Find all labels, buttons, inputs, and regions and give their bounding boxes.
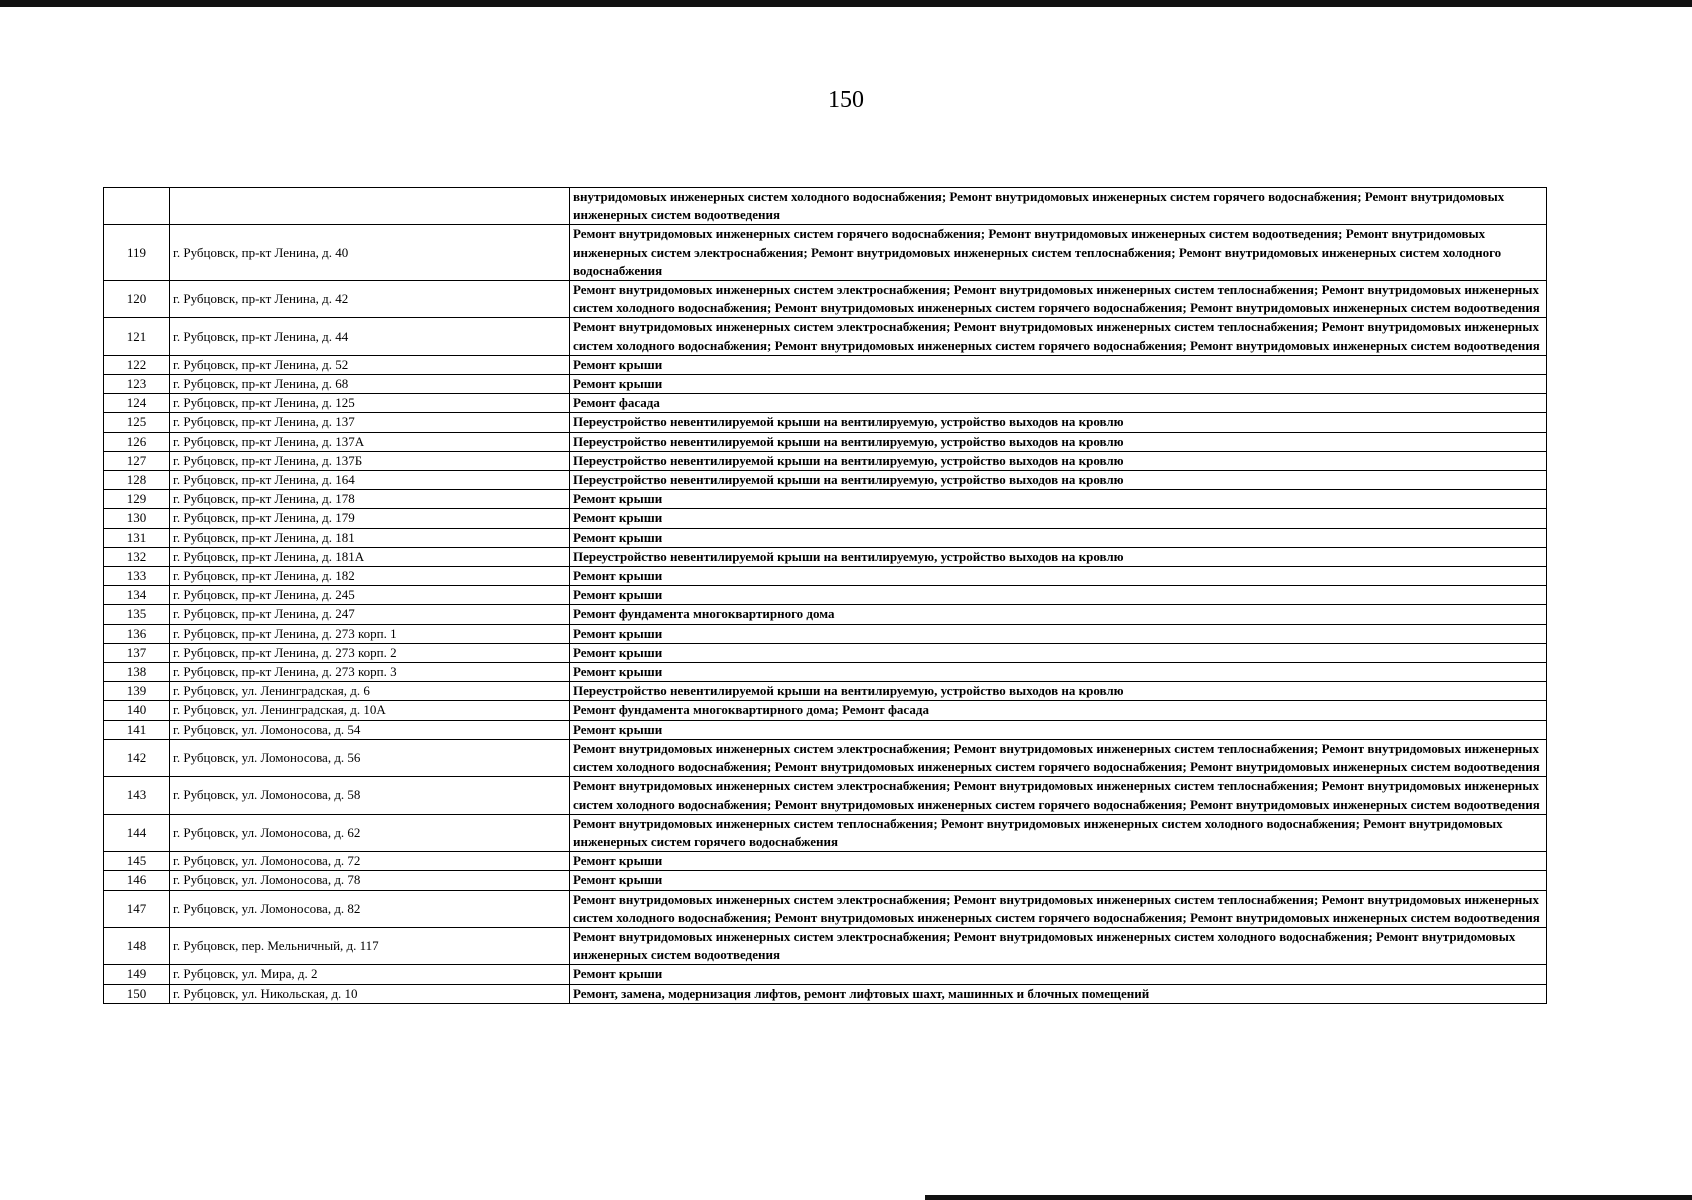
row-works: Переустройство невентилируемой крыши на вентилируемую, устройство выходов на кровлю <box>570 413 1547 432</box>
row-address: г. Рубцовск, пр-кт Ленина, д. 273 корп. 2 <box>170 643 570 662</box>
row-number: 145 <box>104 852 170 871</box>
row-address: г. Рубцовск, пр-кт Ленина, д. 137А <box>170 432 570 451</box>
row-number: 146 <box>104 871 170 890</box>
row-address: г. Рубцовск, пр-кт Ленина, д. 245 <box>170 586 570 605</box>
row-address: г. Рубцовск, пр-кт Ленина, д. 68 <box>170 375 570 394</box>
row-number: 119 <box>104 225 170 281</box>
row-works: Ремонт крыши <box>570 871 1547 890</box>
table-row <box>104 355 1547 374</box>
row-number: 121 <box>104 318 170 355</box>
row-number: 125 <box>104 413 170 432</box>
row-works: Ремонт крыши <box>570 528 1547 547</box>
top-scan-border <box>0 0 1692 7</box>
row-address: г. Рубцовск, ул. Ломоносова, д. 82 <box>170 890 570 927</box>
row-works: Ремонт крыши <box>570 586 1547 605</box>
row-address: г. Рубцовск, пр-кт Ленина, д. 164 <box>170 471 570 490</box>
table-row <box>104 624 1547 643</box>
row-number: 129 <box>104 490 170 509</box>
row-address: г. Рубцовск, пр-кт Ленина, д. 247 <box>170 605 570 624</box>
row-address: г. Рубцовск, ул. Ленинградская, д. 10А <box>170 701 570 720</box>
table-row <box>104 643 1547 662</box>
row-address: г. Рубцовск, ул. Ленинградская, д. 6 <box>170 682 570 701</box>
row-address: г. Рубцовск, ул. Мира, д. 2 <box>170 965 570 984</box>
row-works: Ремонт крыши <box>570 355 1547 374</box>
table-row <box>104 471 1547 490</box>
row-address: г. Рубцовск, пр-кт Ленина, д. 273 корп. 3 <box>170 663 570 682</box>
row-number: 132 <box>104 547 170 566</box>
table-row <box>104 739 1547 776</box>
row-works: Ремонт, замена, модернизация лифтов, ремонт лифтовых шахт, машинных и блочных помещений <box>570 984 1547 1003</box>
row-number: 127 <box>104 451 170 470</box>
row-number: 142 <box>104 739 170 776</box>
table-row <box>104 890 1547 927</box>
row-address: г. Рубцовск, пр-кт Ленина, д. 125 <box>170 394 570 413</box>
row-works: Ремонт крыши <box>570 643 1547 662</box>
row-address: г. Рубцовск, пр-кт Ленина, д. 137Б <box>170 451 570 470</box>
row-works: Ремонт внутридомовых инженерных систем теплоснабжения; Ремонт внутридомовых инженерных систем холодного водоснабжения; Ремонт внутридомовых инженерных систем горячего водоснабжения <box>570 814 1547 851</box>
table-row <box>104 586 1547 605</box>
row-address: г. Рубцовск, пр-кт Ленина, д. 181 <box>170 528 570 547</box>
row-number: 138 <box>104 663 170 682</box>
row-number: 120 <box>104 281 170 318</box>
row-works: Ремонт фундамента многоквартирного дома <box>570 605 1547 624</box>
row-address: г. Рубцовск, пр-кт Ленина, д. 137 <box>170 413 570 432</box>
table-row <box>104 871 1547 890</box>
table-row <box>104 814 1547 851</box>
row-number: 140 <box>104 701 170 720</box>
table-row <box>104 394 1547 413</box>
row-address: г. Рубцовск, ул. Ломоносова, д. 58 <box>170 777 570 814</box>
row-works: Ремонт крыши <box>570 375 1547 394</box>
row-address: г. Рубцовск, пр-кт Ленина, д. 44 <box>170 318 570 355</box>
row-works: Ремонт фундамента многоквартирного дома; Ремонт фасада <box>570 701 1547 720</box>
row-number: 122 <box>104 355 170 374</box>
row-address: г. Рубцовск, пр-кт Ленина, д. 178 <box>170 490 570 509</box>
row-address: г. Рубцовск, ул. Ломоносова, д. 54 <box>170 720 570 739</box>
table-row <box>104 720 1547 739</box>
table-row <box>104 225 1547 281</box>
row-address: г. Рубцовск, ул. Ломоносова, д. 72 <box>170 852 570 871</box>
row-works: Ремонт внутридомовых инженерных систем электроснабжения; Ремонт внутридомовых инженерных систем теплоснабжения; Ремонт внутридомовых инженерных систем холодного водоснабжения; Ремонт внутридомовых инженерных систем горячего водоснабжения; Ремонт внутридомовых инженерных систем водоотведения <box>570 777 1547 814</box>
row-number: 150 <box>104 984 170 1003</box>
row-number: 131 <box>104 528 170 547</box>
table-row <box>104 701 1547 720</box>
row-number: 133 <box>104 567 170 586</box>
row-number: 149 <box>104 965 170 984</box>
row-number <box>104 188 170 225</box>
table-row <box>104 547 1547 566</box>
row-works: Переустройство невентилируемой крыши на вентилируемую, устройство выходов на кровлю <box>570 682 1547 701</box>
row-works: Ремонт крыши <box>570 720 1547 739</box>
row-address: г. Рубцовск, пр-кт Ленина, д. 40 <box>170 225 570 281</box>
row-number: 123 <box>104 375 170 394</box>
row-number: 141 <box>104 720 170 739</box>
table-row <box>104 927 1547 964</box>
table-row <box>104 318 1547 355</box>
row-works: внутридомовых инженерных систем холодного водоснабжения; Ремонт внутридомовых инженерных систем горячего водоснабжения; Ремонт внутридомовых инженерных систем водоотведения <box>570 188 1547 225</box>
row-address: г. Рубцовск, пр-кт Ленина, д. 179 <box>170 509 570 528</box>
row-works: Переустройство невентилируемой крыши на вентилируемую, устройство выходов на кровлю <box>570 471 1547 490</box>
row-works: Ремонт внутридомовых инженерных систем горячего водоснабжения; Ремонт внутридомовых инженерных систем водоотведения; Ремонт внутридомовых инженерных систем электроснабжения; Ремонт внутридомовых инженерных систем теплоснабжения; Ремонт внутридомовых инженерных систем холодного водоснабжения <box>570 225 1547 281</box>
row-works: Ремонт внутридомовых инженерных систем электроснабжения; Ремонт внутридомовых инженерных систем теплоснабжения; Ремонт внутридомовых инженерных систем холодного водоснабжения; Ремонт внутридомовых инженерных систем горячего водоснабжения; Ремонт внутридомовых инженерных систем водоотведения <box>570 318 1547 355</box>
table-row <box>104 528 1547 547</box>
table-row <box>104 188 1547 225</box>
table-body <box>104 188 1547 1004</box>
row-address: г. Рубцовск, ул. Никольская, д. 10 <box>170 984 570 1003</box>
row-works: Ремонт крыши <box>570 624 1547 643</box>
table-row <box>104 509 1547 528</box>
row-works: Ремонт внутридомовых инженерных систем электроснабжения; Ремонт внутридомовых инженерных систем теплоснабжения; Ремонт внутридомовых инженерных систем холодного водоснабжения; Ремонт внутридомовых инженерных систем горячего водоснабжения; Ремонт внутридомовых инженерных систем водоотведения <box>570 890 1547 927</box>
table-row <box>104 984 1547 1003</box>
row-address <box>170 188 570 225</box>
repair-works-table <box>103 187 1547 1004</box>
row-number: 139 <box>104 682 170 701</box>
table-row <box>104 451 1547 470</box>
row-works: Переустройство невентилируемой крыши на вентилируемую, устройство выходов на кровлю <box>570 432 1547 451</box>
page-number: 150 <box>828 87 864 113</box>
row-number: 130 <box>104 509 170 528</box>
row-address: г. Рубцовск, пр-кт Ленина, д. 181А <box>170 547 570 566</box>
row-works: Ремонт крыши <box>570 509 1547 528</box>
row-number: 135 <box>104 605 170 624</box>
table-row <box>104 682 1547 701</box>
table-row <box>104 281 1547 318</box>
row-number: 137 <box>104 643 170 662</box>
row-address: г. Рубцовск, пр-кт Ленина, д. 42 <box>170 281 570 318</box>
row-number: 147 <box>104 890 170 927</box>
table-row <box>104 432 1547 451</box>
row-number: 143 <box>104 777 170 814</box>
row-works: Переустройство невентилируемой крыши на вентилируемую, устройство выходов на кровлю <box>570 451 1547 470</box>
row-address: г. Рубцовск, ул. Ломоносова, д. 62 <box>170 814 570 851</box>
row-address: г. Рубцовск, пр-кт Ленина, д. 182 <box>170 567 570 586</box>
table-row <box>104 413 1547 432</box>
row-works: Ремонт крыши <box>570 567 1547 586</box>
row-works: Ремонт крыши <box>570 490 1547 509</box>
row-number: 126 <box>104 432 170 451</box>
row-address: г. Рубцовск, пер. Мельничный, д. 117 <box>170 927 570 964</box>
table-row <box>104 490 1547 509</box>
table-row <box>104 852 1547 871</box>
row-works: Ремонт внутридомовых инженерных систем электроснабжения; Ремонт внутридомовых инженерных систем теплоснабжения; Ремонт внутридомовых инженерных систем холодного водоснабжения; Ремонт внутридомовых инженерных систем горячего водоснабжения; Ремонт внутридомовых инженерных систем водоотведения <box>570 281 1547 318</box>
row-address: г. Рубцовск, ул. Ломоносова, д. 56 <box>170 739 570 776</box>
table-row <box>104 605 1547 624</box>
table-row <box>104 663 1547 682</box>
row-works: Ремонт крыши <box>570 852 1547 871</box>
row-number: 124 <box>104 394 170 413</box>
bottom-scan-border <box>925 1195 1692 1200</box>
row-address: г. Рубцовск, ул. Ломоносова, д. 78 <box>170 871 570 890</box>
row-number: 128 <box>104 471 170 490</box>
table-row <box>104 375 1547 394</box>
row-number: 148 <box>104 927 170 964</box>
row-works: Ремонт крыши <box>570 663 1547 682</box>
row-number: 136 <box>104 624 170 643</box>
row-works: Ремонт внутридомовых инженерных систем электроснабжения; Ремонт внутридомовых инженерных систем теплоснабжения; Ремонт внутридомовых инженерных систем холодного водоснабжения; Ремонт внутридомовых инженерных систем горячего водоснабжения; Ремонт внутридомовых инженерных систем водоотведения <box>570 739 1547 776</box>
table-row <box>104 567 1547 586</box>
table-row <box>104 777 1547 814</box>
row-number: 134 <box>104 586 170 605</box>
row-works: Ремонт крыши <box>570 965 1547 984</box>
row-works: Ремонт внутридомовых инженерных систем электроснабжения; Ремонт внутридомовых инженерных систем холодного водоснабжения; Ремонт внутридомовых инженерных систем водоотведения <box>570 927 1547 964</box>
row-works: Переустройство невентилируемой крыши на вентилируемую, устройство выходов на кровлю <box>570 547 1547 566</box>
table-row <box>104 965 1547 984</box>
row-address: г. Рубцовск, пр-кт Ленина, д. 273 корп. 1 <box>170 624 570 643</box>
row-number: 144 <box>104 814 170 851</box>
row-address: г. Рубцовск, пр-кт Ленина, д. 52 <box>170 355 570 374</box>
row-works: Ремонт фасада <box>570 394 1547 413</box>
